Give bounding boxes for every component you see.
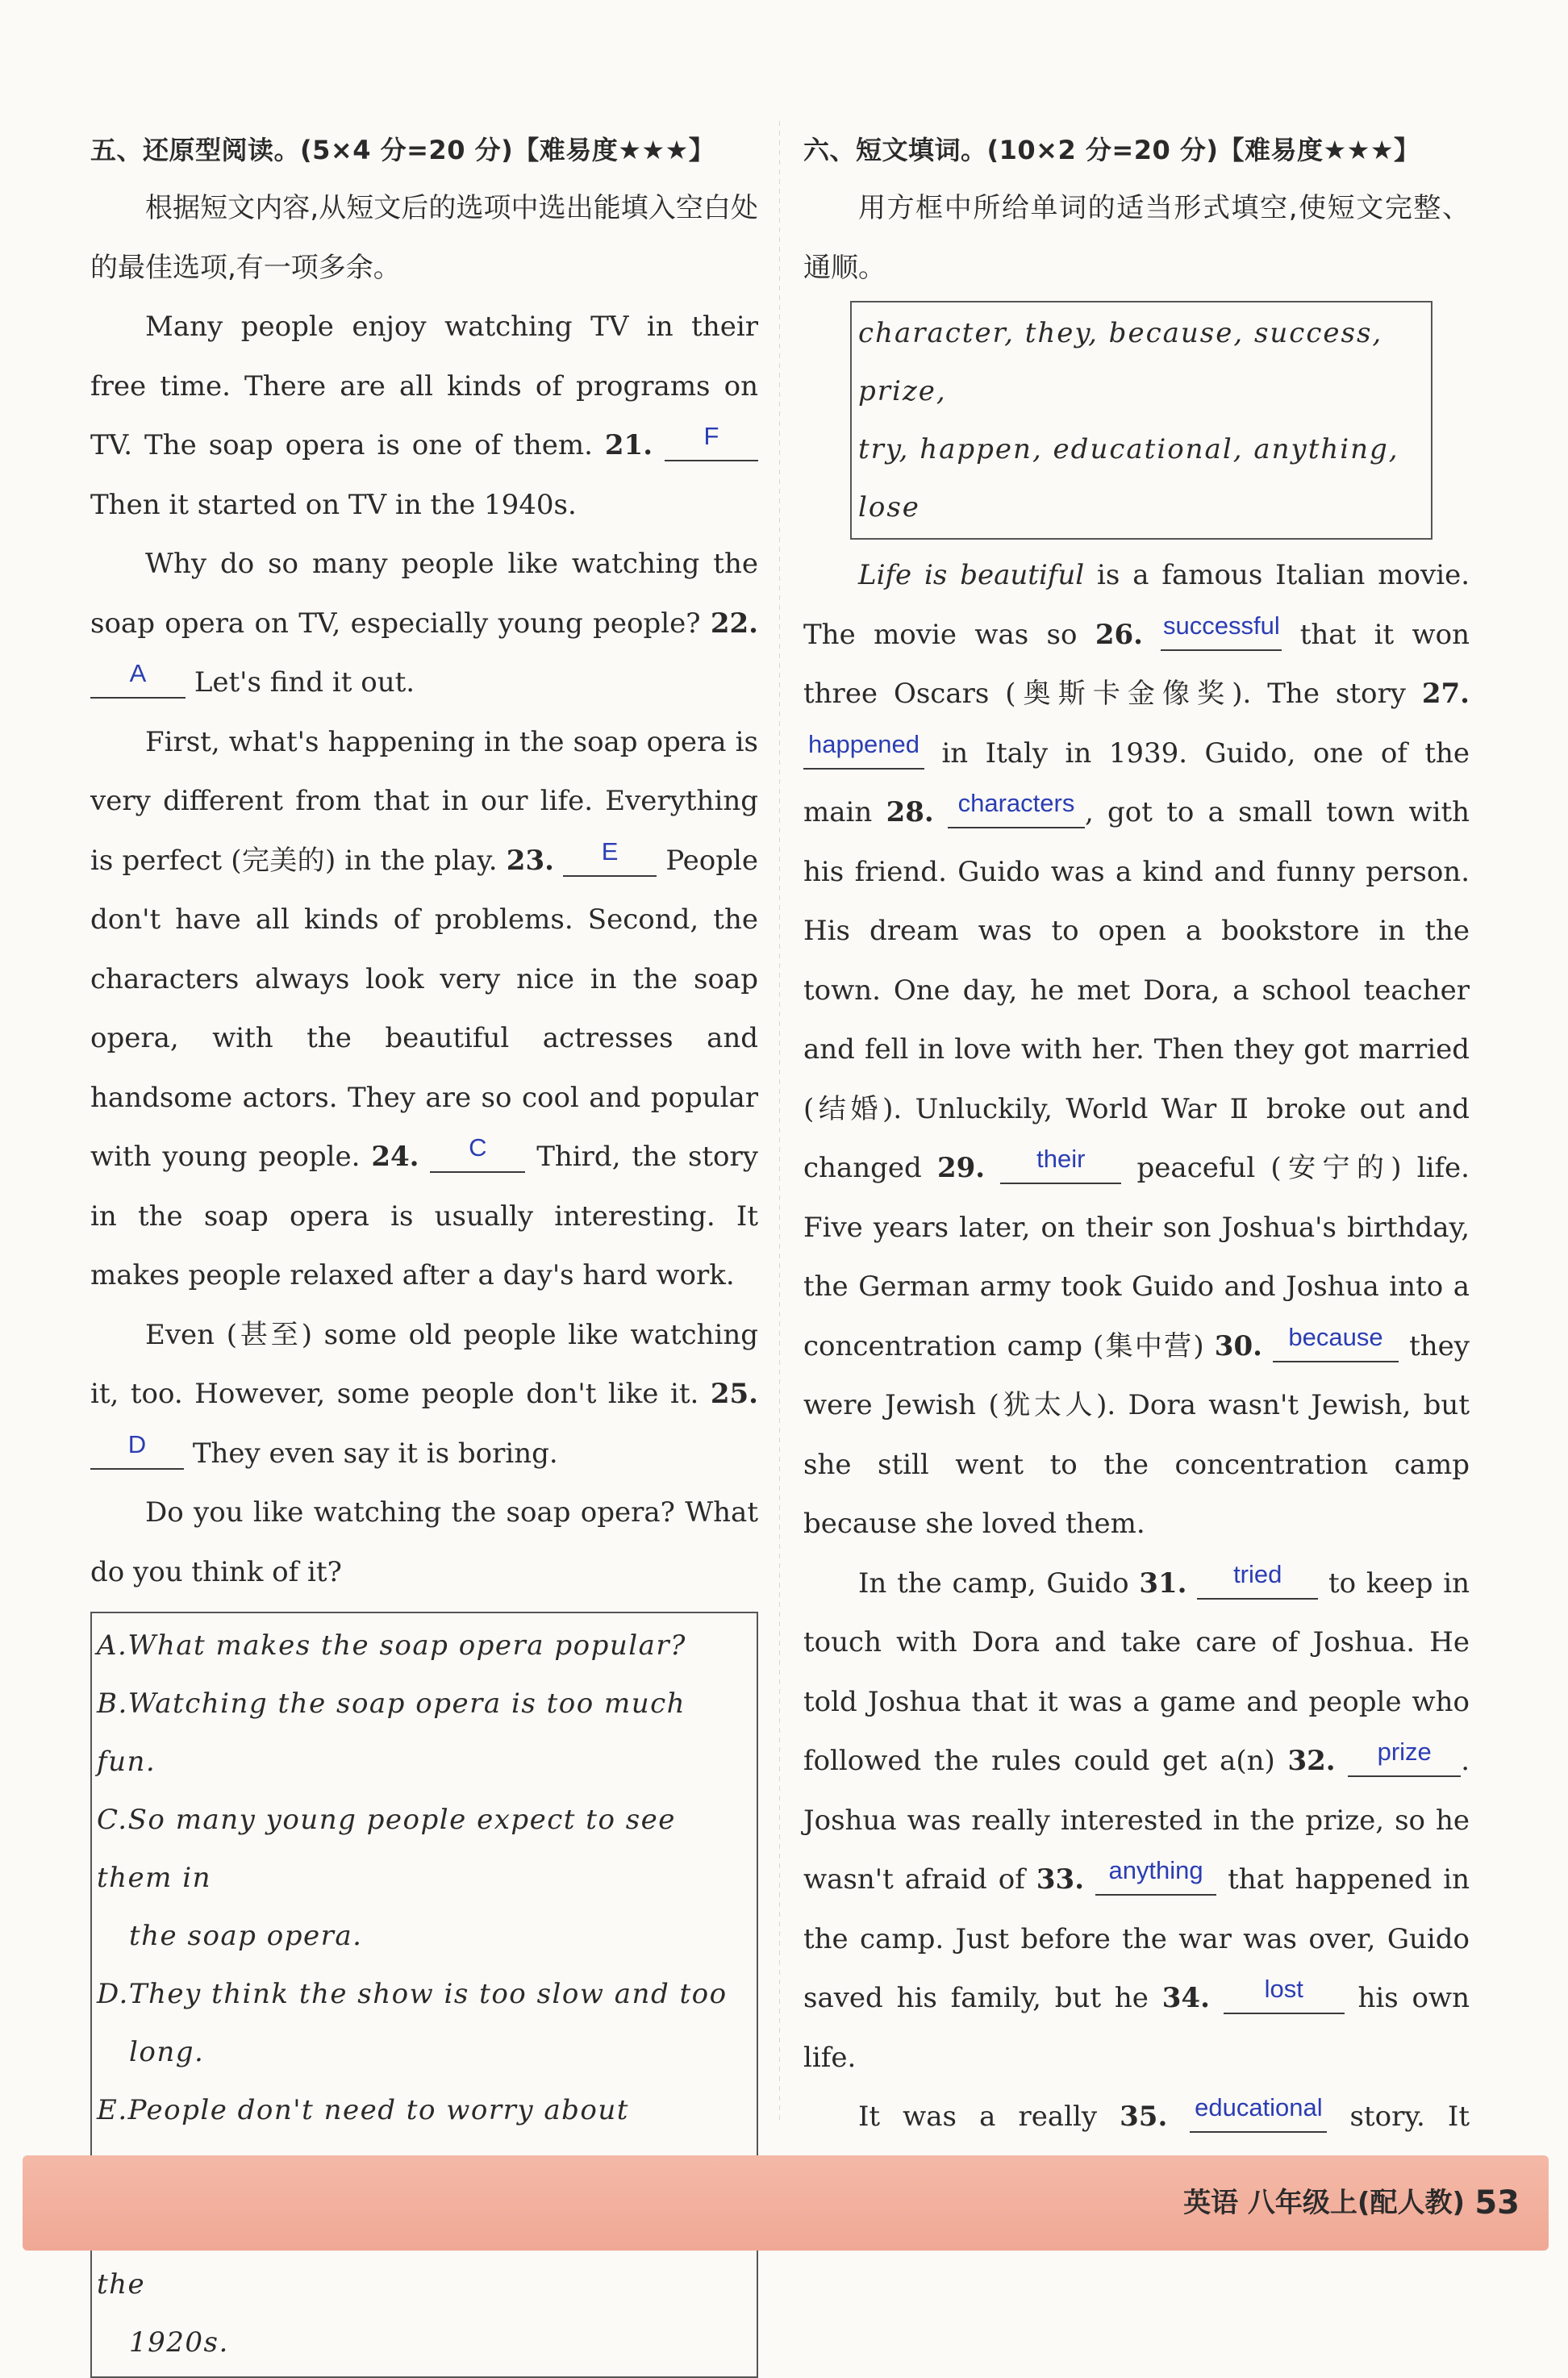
answer-blank-34[interactable] [1224, 1975, 1345, 2014]
answer-22: A [129, 659, 147, 687]
passage-paragraph-2: Why do so many people like watching the soap opera on TV, especially young people? 22. A Let's find it out. [90, 548, 758, 699]
answer-28: characters [957, 789, 1075, 817]
footer-band [23, 2155, 1549, 2251]
question-number: 28. [886, 796, 934, 828]
answer-25: D [127, 1429, 147, 1458]
question-number: 25. [710, 1378, 758, 1410]
answer-blank-35[interactable] [1190, 2093, 1327, 2133]
answer-blank-26[interactable] [1161, 611, 1282, 651]
question-number: 22. [710, 607, 758, 640]
option-b: B.Watching the soap opera is too much fun. [97, 1688, 686, 1778]
option-e: E.People don't need to worry about [97, 2094, 629, 2126]
option-f: the 1920s. [97, 2268, 229, 2359]
question-number: 34. [1161, 1982, 1210, 2014]
word-box-line-1: character, they, because, success, prize, [858, 317, 1383, 407]
answer-32: prize [1377, 1738, 1432, 1766]
passage-paragraph-1: Life is beautiful is a famous Italian movie. The movie was so 26. successful that it won three Oscars (奥斯卡金像奖). The story 27. happened in Italy in 1939. Guido, one of the main 28. characters , got to a small town with his friend. Guido was a kind and funny person. His dream was to open a bookstore in the town. One day, he met Dora, a school teacher and fell in love with her. Then they got married (结婚). Unluckily, World War Ⅱ broke out and changed 29. their peaceful (安宁的) life. Five years later, on their son Joshua's birthday, the German army took Guido and Joshua into a concentration camp (集中营) 30. because they were Jewish (犹太人). Dora wasn't Jewish, but she still went to the concentration camp because she loved them. [803, 559, 1470, 1540]
option-a: A.What makes the soap opera popular? [97, 1629, 686, 1662]
question-number: 27. [1421, 678, 1470, 710]
passage-paragraph-4: Even (甚至) some old people like watching it, too. However, some people don't like it. 25. D They even say it is boring. [90, 1318, 758, 1470]
question-number: 21. [604, 429, 653, 461]
question-number: 23. [506, 844, 554, 877]
option-c: C.So many young people expect to see them in the soap opera. [97, 1804, 676, 1952]
answer-blank-33[interactable] [1095, 1856, 1216, 1896]
question-number: 35. [1120, 2101, 1168, 2133]
question-number: 24. [371, 1141, 419, 1173]
footer-label: 英语 八年级上(配人教) [1183, 2187, 1465, 2219]
answer-24: C [469, 1133, 487, 1162]
answer-21: F [703, 422, 719, 450]
answer-23: E [601, 836, 619, 866]
answer-blank-23[interactable] [563, 836, 657, 877]
passage-paragraph-5: Do you like watching the soap opera? What do you think of it? [90, 1496, 758, 1588]
answer-blank-21[interactable] [665, 422, 758, 461]
movie-title: Life is beautiful [858, 559, 1085, 591]
answer-34: lost [1264, 1975, 1303, 2003]
column-divider [779, 121, 780, 2121]
passage-paragraph-3: First, what's happening in the soap opera is very different from that in our life. Everything is perfect (完美的) in the play. 23. E People don't have all kinds of problems. Second, the characters always look very nice in the soap opera, with the beautiful actresses and handsome actors. They are so cool and popular with young people. 24. C Third, the story in the soap opera is usually interesting. It makes people relaxed after a day's hard work. [90, 725, 759, 1291]
question-number: 26. [1095, 618, 1143, 651]
word-box-line-2: try, happen, educational, anything, lose [858, 433, 1399, 524]
section-5-instruction: 根据短文内容,从短文后的选项中选出能填入空白处的最佳选项,有一项多余。 [90, 192, 758, 284]
answer-blank-30[interactable] [1273, 1322, 1399, 1362]
question-number: 33. [1036, 1863, 1085, 1896]
passage-paragraph-1: Many people enjoy watching TV in their free time. There are all kinds of programs on TV. The soap opera is one of them. 21. F Then it started on TV in the 1940s. [90, 311, 758, 521]
answer-33: anything [1108, 1856, 1203, 1884]
answer-blank-32[interactable] [1348, 1738, 1461, 1777]
answer-26: successful [1163, 611, 1280, 640]
answer-blank-28[interactable] [948, 789, 1085, 828]
option-d: D.They think the show is too slow and too long. [97, 1978, 728, 2068]
answer-29: their [1036, 1145, 1086, 1173]
answer-blank-25[interactable] [90, 1429, 184, 1470]
page-number: 53 [1474, 2184, 1520, 2222]
answer-blank-29[interactable] [1000, 1145, 1121, 1184]
answer-blank-24[interactable] [430, 1133, 525, 1173]
passage-paragraph-2: In the camp, Guido 31. tried to keep in touch with Dora and take care of Joshua. He told Joshua that it was a game and people who followed the rules could get a(n) 32. prize . Joshua was really interested in the prize, so he wasn't afraid of 33. anything that happened in the camp. Just before the war was over, Guido saved his family, but he 34. lost his own life. [803, 1559, 1470, 2074]
answer-30: because [1288, 1322, 1383, 1351]
answer-31: tried [1233, 1559, 1282, 1588]
section-6 [803, 121, 1470, 2266]
section-6-instruction: 用方框中所给单词的适当形式填空,使短文完整、通顺。 [803, 192, 1470, 284]
answer-blank-22[interactable] [90, 659, 186, 699]
question-number: 31. [1139, 1567, 1187, 1600]
question-number: 32. [1287, 1745, 1336, 1777]
section-5 [90, 121, 758, 2378]
answer-blank-31[interactable] [1197, 1559, 1318, 1600]
word-box [850, 301, 1432, 540]
section-6-title: 六、短文填词。(10×2 分=20 分)【难易度★★★】 [803, 135, 1420, 165]
question-number: 29. [936, 1152, 986, 1184]
answer-blank-27[interactable] [803, 729, 924, 770]
answer-35: educational [1195, 2093, 1323, 2121]
passage-paragraph-3: It was a really 35. educational story. It [858, 2093, 1470, 2133]
question-number: 30. [1214, 1329, 1262, 1362]
section-5-title: 五、还原型阅读。(5×4 分=20 分)【难易度★★★】 [90, 135, 715, 165]
answer-27: happened [808, 729, 920, 758]
